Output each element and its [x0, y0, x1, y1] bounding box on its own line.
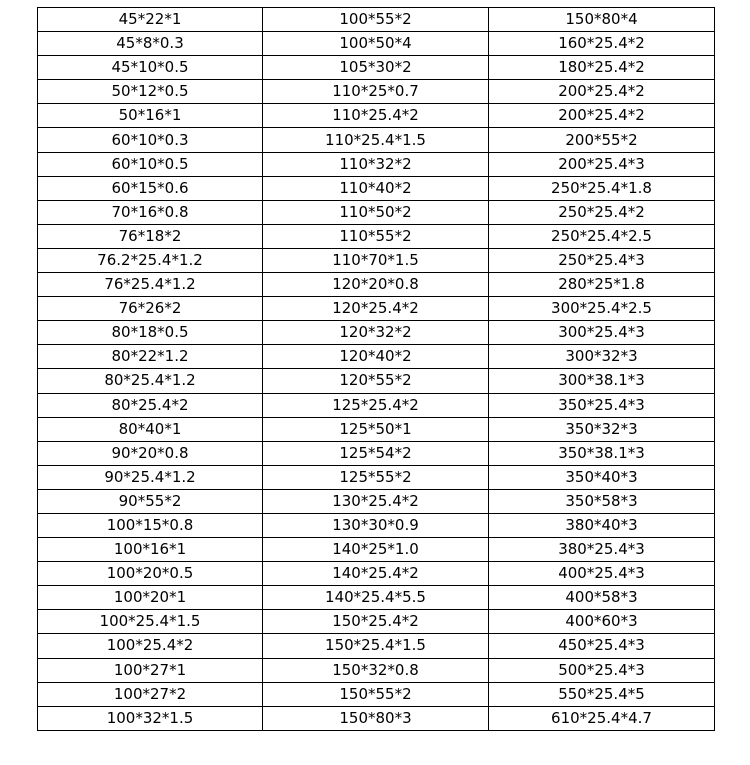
table-cell: 200*25.4*2 — [489, 104, 715, 128]
table-cell: 76*26*2 — [38, 297, 263, 321]
table-cell: 110*32*2 — [263, 152, 489, 176]
table-cell: 50*12*0.5 — [38, 80, 263, 104]
table-cell: 380*40*3 — [489, 513, 715, 537]
table-cell: 120*25.4*2 — [263, 297, 489, 321]
table-cell: 350*38.1*3 — [489, 441, 715, 465]
table-cell: 45*22*1 — [38, 8, 263, 32]
table-row — [38, 224, 715, 248]
table-row — [38, 80, 715, 104]
table-cell: 100*55*2 — [263, 8, 489, 32]
table-row — [38, 152, 715, 176]
table-cell: 100*32*1.5 — [38, 706, 263, 730]
table-row — [38, 634, 715, 658]
table-cell: 250*25.4*2.5 — [489, 224, 715, 248]
table-cell: 125*54*2 — [263, 441, 489, 465]
table-cell: 300*25.4*2.5 — [489, 297, 715, 321]
table-row — [38, 417, 715, 441]
table-row — [38, 200, 715, 224]
table-row — [38, 562, 715, 586]
table-cell: 300*38.1*3 — [489, 369, 715, 393]
table-cell: 60*15*0.6 — [38, 176, 263, 200]
table-cell: 120*32*2 — [263, 321, 489, 345]
table-cell: 400*25.4*3 — [489, 562, 715, 586]
table-cell: 100*25.4*2 — [38, 634, 263, 658]
table-cell: 200*25.4*2 — [489, 80, 715, 104]
table-cell: 150*25.4*1.5 — [263, 634, 489, 658]
table-cell: 350*40*3 — [489, 465, 715, 489]
table-cell: 90*20*0.8 — [38, 441, 263, 465]
table-cell: 200*25.4*3 — [489, 152, 715, 176]
table-row — [38, 610, 715, 634]
table-cell: 400*60*3 — [489, 610, 715, 634]
table-cell: 180*25.4*2 — [489, 56, 715, 80]
table-row — [38, 248, 715, 272]
table-cell: 76*25.4*1.2 — [38, 273, 263, 297]
table-cell: 200*55*2 — [489, 128, 715, 152]
table-cell: 120*40*2 — [263, 345, 489, 369]
table-cell: 80*22*1.2 — [38, 345, 263, 369]
table-cell: 125*25.4*2 — [263, 393, 489, 417]
table-cell: 60*10*0.3 — [38, 128, 263, 152]
table-cell: 100*27*2 — [38, 682, 263, 706]
table-cell: 400*58*3 — [489, 586, 715, 610]
table-row — [38, 297, 715, 321]
table-cell: 105*30*2 — [263, 56, 489, 80]
table-cell: 100*25.4*1.5 — [38, 610, 263, 634]
table-cell: 130*30*0.9 — [263, 513, 489, 537]
table-row — [38, 56, 715, 80]
table-cell: 350*58*3 — [489, 489, 715, 513]
table-cell: 300*32*3 — [489, 345, 715, 369]
table-cell: 150*55*2 — [263, 682, 489, 706]
table-row — [38, 513, 715, 537]
table-row — [38, 393, 715, 417]
table-cell: 280*25*1.8 — [489, 273, 715, 297]
table-cell: 150*80*3 — [263, 706, 489, 730]
table-cell: 76.2*25.4*1.2 — [38, 248, 263, 272]
table-cell: 110*25.4*1.5 — [263, 128, 489, 152]
table-cell: 140*25.4*5.5 — [263, 586, 489, 610]
table-cell: 100*15*0.8 — [38, 513, 263, 537]
table-cell: 70*16*0.8 — [38, 200, 263, 224]
table-cell: 450*25.4*3 — [489, 634, 715, 658]
table-cell: 350*25.4*3 — [489, 393, 715, 417]
table-cell: 120*55*2 — [263, 369, 489, 393]
table-row — [38, 321, 715, 345]
table-row — [38, 465, 715, 489]
table-cell: 90*55*2 — [38, 489, 263, 513]
table-cell: 550*25.4*5 — [489, 682, 715, 706]
table-row — [38, 104, 715, 128]
table-cell: 60*10*0.5 — [38, 152, 263, 176]
table-row — [38, 658, 715, 682]
table-row — [38, 586, 715, 610]
table-row — [38, 32, 715, 56]
table-cell: 300*25.4*3 — [489, 321, 715, 345]
table-cell: 100*27*1 — [38, 658, 263, 682]
table-row — [38, 8, 715, 32]
table-cell: 100*20*1 — [38, 586, 263, 610]
table-cell: 110*25.4*2 — [263, 104, 489, 128]
table-cell: 100*50*4 — [263, 32, 489, 56]
table-cell: 150*80*4 — [489, 8, 715, 32]
table-cell: 350*32*3 — [489, 417, 715, 441]
table-row — [38, 441, 715, 465]
table-cell: 140*25*1.0 — [263, 538, 489, 562]
table-cell: 45*10*0.5 — [38, 56, 263, 80]
table-cell: 250*25.4*2 — [489, 200, 715, 224]
table-cell: 110*25*0.7 — [263, 80, 489, 104]
table-cell: 110*40*2 — [263, 176, 489, 200]
table-row — [38, 345, 715, 369]
table-cell: 80*40*1 — [38, 417, 263, 441]
table-row — [38, 682, 715, 706]
table-cell: 140*25.4*2 — [263, 562, 489, 586]
table-cell: 610*25.4*4.7 — [489, 706, 715, 730]
table-cell: 100*16*1 — [38, 538, 263, 562]
table-cell: 110*70*1.5 — [263, 248, 489, 272]
table-row — [38, 489, 715, 513]
table-cell: 120*20*0.8 — [263, 273, 489, 297]
table-row — [38, 538, 715, 562]
table-cell: 110*50*2 — [263, 200, 489, 224]
size-spec-table — [37, 7, 715, 731]
table-row — [38, 273, 715, 297]
table-cell: 50*16*1 — [38, 104, 263, 128]
table-cell: 125*55*2 — [263, 465, 489, 489]
table-cell: 90*25.4*1.2 — [38, 465, 263, 489]
table-cell: 130*25.4*2 — [263, 489, 489, 513]
table-row — [38, 176, 715, 200]
table-cell: 160*25.4*2 — [489, 32, 715, 56]
table-row — [38, 706, 715, 730]
table-cell: 150*25.4*2 — [263, 610, 489, 634]
table-cell: 80*18*0.5 — [38, 321, 263, 345]
table-cell: 80*25.4*1.2 — [38, 369, 263, 393]
table-cell: 45*8*0.3 — [38, 32, 263, 56]
table-cell: 125*50*1 — [263, 417, 489, 441]
table-row — [38, 369, 715, 393]
table-cell: 110*55*2 — [263, 224, 489, 248]
table-cell: 250*25.4*1.8 — [489, 176, 715, 200]
size-spec-table-body — [38, 8, 715, 731]
table-cell: 100*20*0.5 — [38, 562, 263, 586]
table-cell: 150*32*0.8 — [263, 658, 489, 682]
table-cell: 500*25.4*3 — [489, 658, 715, 682]
table-cell: 380*25.4*3 — [489, 538, 715, 562]
table-cell: 250*25.4*3 — [489, 248, 715, 272]
table-cell: 80*25.4*2 — [38, 393, 263, 417]
table-row — [38, 128, 715, 152]
table-cell: 76*18*2 — [38, 224, 263, 248]
